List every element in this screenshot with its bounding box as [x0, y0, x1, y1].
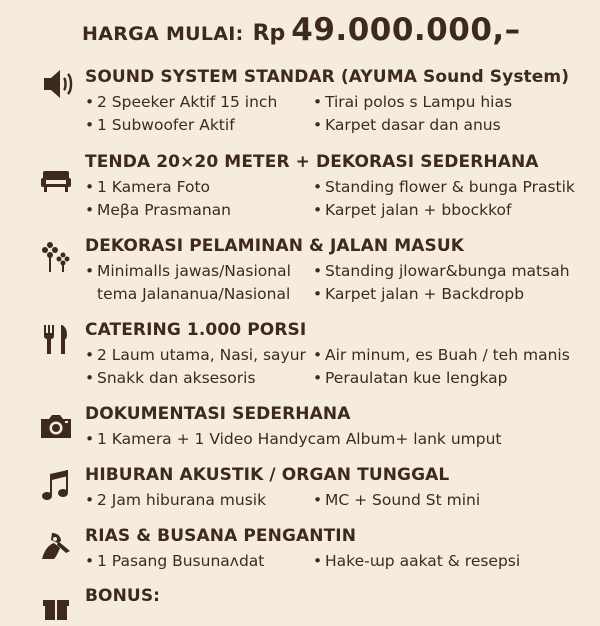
list-item: • Karpet dasar dan anus [313, 116, 501, 134]
list-item: • Meβa Prasmanan [85, 201, 231, 219]
flower-icon [36, 238, 76, 278]
section-title: HIBURAN AKUSTIK / ORGAN TUNGGAL [85, 465, 450, 485]
bride-icon [36, 526, 76, 566]
section-title: CATERING 1.000 PORSI [85, 320, 307, 340]
list-item: • 2 Speeker Aktif 15 inch [85, 93, 278, 111]
music-note-icon [36, 466, 76, 506]
list-item: • Standing flower & bunga Prastik [313, 178, 575, 196]
fork-knife-icon [36, 320, 76, 360]
price-currency: Rp [252, 21, 286, 46]
list-item-continuation: tema Jalananua/Nasional [97, 285, 291, 303]
price-label: HARGA MULAI: [82, 23, 244, 45]
list-item: • Tirai polos s Lampu hias [313, 93, 513, 111]
list-item: • 1 Pasang Busunaʌdat [85, 552, 265, 570]
list-item: • Snakk dan aksesoris [85, 369, 256, 387]
section-title: DEKORASI PELAMINAN & JALAN MASUK [85, 236, 465, 256]
list-item: • 1 Subwoofer Aktif [85, 116, 235, 134]
section-title: SOUND SYSTEM STANDAR (AYUMA Sound System) [85, 67, 570, 87]
section-title: BONUS: [85, 586, 161, 606]
list-item: • 2 Jam hiburana musik [85, 491, 267, 509]
list-item: • Karpet jalan + bbockkof [313, 201, 512, 219]
price-amount: 49.000.000,– [291, 12, 521, 48]
list-item: • MC + Sound St mini [313, 491, 481, 509]
list-item: • Standing jlowar&bunga matsah [313, 262, 570, 280]
list-item: • Karpet jalan + Backdropb [313, 285, 525, 303]
section-title: TENDA 20×20 METER + DEKORASI SEDERHANA [85, 152, 539, 172]
sofa-icon [36, 160, 76, 200]
list-item: • 2 Laum utama, Nasi, sayur [85, 346, 306, 364]
list-item: • Minimalls jawas/Nasional [85, 262, 291, 280]
camera-icon [36, 406, 76, 446]
section-title: DOKUMENTASI SEDERHANA [85, 404, 351, 424]
list-item: • Peraulatan kue lengkap [313, 369, 508, 387]
list-item: • Air minum, es Buah / teh manis [313, 346, 570, 364]
price-header [82, 12, 521, 48]
list-item: • Hake-ɯp aakat & resepsi [313, 552, 521, 570]
list-item: • 1 Kamera + 1 Video Handycam Album+ lank umput [85, 430, 502, 448]
speaker-icon [36, 64, 76, 104]
section-title: RIAS & BUSANA PENGANTIN [85, 526, 357, 546]
gift-icon [36, 586, 76, 626]
list-item: • 1 Kamera Foto [85, 178, 211, 196]
